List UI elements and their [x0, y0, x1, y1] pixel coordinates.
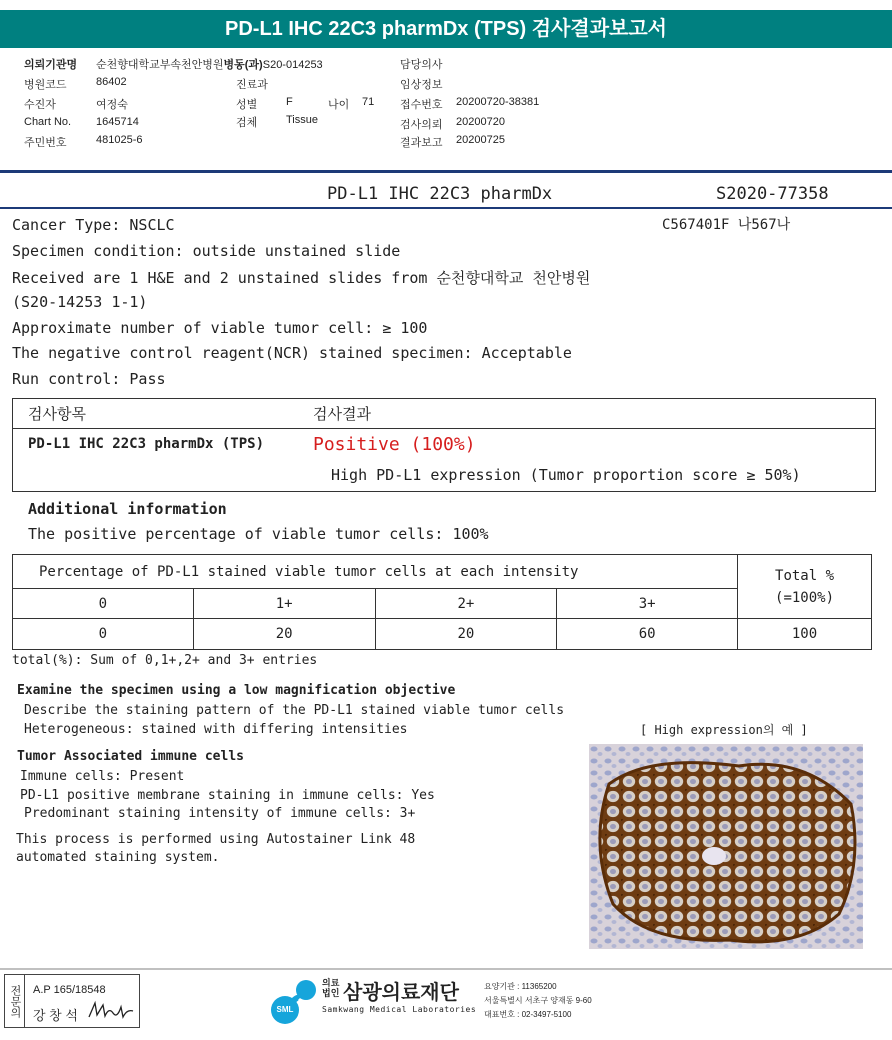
intensity-table-header: Percentage of PD-L1 stained viable tumor cells at each intensity: [13, 555, 738, 589]
header-divider: [0, 170, 892, 173]
sml-logo: [270, 976, 322, 1026]
facility-number: 요양기관 : 11365200: [484, 982, 557, 991]
specimen-value: Tissue: [286, 114, 318, 126]
total-header: [738, 555, 872, 619]
examine-line-2: Heterogeneous: stained with differing intensities: [24, 722, 408, 737]
ap-number: A.P 165/18548: [33, 984, 106, 996]
request-label: 검사의뢰: [400, 119, 443, 131]
patient-label: 수진자: [24, 99, 56, 111]
received-slides: Received are 1 H&E and 2 unstained slides from 순천향대학교 천안병원: [12, 269, 591, 287]
immune-line-2: PD-L1 positive membrane staining in immune cells: Yes: [20, 788, 435, 803]
table-note: total(%): Sum of 0,1+,2+ and 3+ entries: [12, 653, 318, 668]
age-value: 71: [362, 96, 375, 108]
additional-title: Additional information: [28, 500, 227, 518]
total-header-line2: (=100%): [775, 589, 835, 606]
received-reference: (S20-14253 1-1): [12, 293, 148, 311]
org-prefix-2: 법인: [322, 988, 340, 998]
result-value-header: 검사결과: [313, 405, 371, 423]
result-positive: Positive (100%): [313, 434, 476, 455]
stamp-vertical-label: 전문의: [5, 975, 25, 1027]
accession-label: 접수번호: [400, 99, 443, 111]
value-2plus: 20: [375, 619, 557, 650]
total-header-line1: Total %: [775, 567, 835, 584]
process-line-2: automated staining system.: [16, 850, 220, 865]
id-label: 주민번호: [24, 137, 67, 149]
dept-label: 병동(과): [223, 59, 263, 71]
pathologist-name: 강 창 석: [33, 1008, 78, 1023]
value-1plus: 20: [193, 619, 375, 650]
sml-logo-text: SML: [276, 1005, 294, 1014]
examine-line-1: Describe the staining pattern of the PD-L1 stained viable tumor cells: [24, 703, 565, 718]
sml-logo-icon: [270, 976, 322, 1026]
signature-icon: [87, 999, 135, 1023]
process-line-1: This process is performed using Autostainer Link 48: [16, 832, 416, 847]
intensity-table: [12, 554, 872, 650]
intensity-0: 0: [13, 589, 194, 619]
result-item-header: 검사항목: [28, 405, 86, 423]
hospital-label: 의뢰기관명: [24, 59, 78, 71]
code-label: 병원코드: [24, 79, 67, 91]
org-prefix-1: 의료: [322, 978, 340, 988]
viable-tumor-cells: Approximate number of viable tumor cell: ≥ 100: [12, 319, 428, 337]
org-name: 삼광의료재단: [343, 982, 459, 1004]
age-label: 나이: [328, 99, 350, 111]
specimen-label: 검체: [236, 117, 258, 129]
image-caption: [ High expression의 예 ]: [640, 723, 808, 737]
result-box-divider: [12, 428, 876, 429]
report-title: PD-L1 IHC 22C3 pharmDx (TPS) 검사결과보고서: [0, 10, 892, 48]
intensity-2plus: 2+: [375, 589, 557, 619]
org-phone: 대표번호 : 02-3497-5100: [484, 1010, 572, 1019]
value-3plus: 60: [557, 619, 738, 650]
cancer-type: Cancer Type: NSCLC: [12, 216, 175, 234]
chart-label: Chart No.: [24, 116, 72, 128]
run-control: Run control: Pass: [12, 370, 166, 388]
additional-text: The positive percentage of viable tumor cells: 100%: [28, 525, 489, 543]
intensity-1plus: 1+: [193, 589, 375, 619]
org-english: Samkwang Medical Laboratories: [322, 1005, 477, 1014]
result-item: PD-L1 IHC 22C3 pharmDx (TPS): [28, 436, 265, 452]
accession-value: 20200720-38381: [456, 96, 540, 108]
report-date-value: 20200725: [456, 134, 505, 146]
report-number: S2020-77358: [716, 184, 829, 204]
sex-label: 성별: [236, 99, 258, 111]
sex-value: F: [286, 96, 293, 108]
org-prefix: [322, 978, 339, 998]
hospital-value: 순천향대학교부속천안병원: [96, 59, 224, 71]
footer-divider: [0, 968, 892, 970]
test-name: PD-L1 IHC 22C3 pharmDx: [327, 184, 553, 204]
specimen-condition: Specimen condition: outside unstained slide: [12, 242, 401, 260]
chart-value: 1645714: [96, 116, 139, 128]
clinic-label: 진료과: [236, 79, 268, 91]
value-total: 100: [738, 619, 872, 650]
result-detail: High PD-L1 expression (Tumor proportion score ≥ 50%): [331, 466, 801, 484]
high-expression-micrograph: [589, 744, 863, 949]
immune-line-1: Immune cells: Present: [20, 769, 185, 784]
clinical-info-label: 임상정보: [400, 79, 443, 91]
dept-value: S20-014253: [262, 59, 323, 71]
report-date-label: 결과보고: [400, 137, 443, 149]
doctor-label: 담당의사: [400, 59, 443, 71]
immune-line-3: Predominant staining intensity of immune cells: 3+: [24, 806, 416, 821]
org-address: 서울특별시 서초구 양재동 9-60: [484, 996, 592, 1005]
value-0: 0: [13, 619, 194, 650]
intensity-3plus: 3+: [557, 589, 738, 619]
id-value: 481025-6: [96, 134, 143, 146]
report-code: C567401F 나567나: [662, 217, 791, 233]
title-underline: [0, 207, 892, 209]
request-value: 20200720: [456, 116, 505, 128]
ncr-result: The negative control reagent(NCR) stained specimen: Acceptable: [12, 344, 572, 362]
immune-title: Tumor Associated immune cells: [17, 749, 244, 764]
pathologist-stamp: [4, 974, 140, 1028]
code-value: 86402: [96, 76, 127, 88]
patient-value: 여정숙: [96, 99, 128, 111]
examine-title: Examine the specimen using a low magnification objective: [17, 683, 456, 698]
